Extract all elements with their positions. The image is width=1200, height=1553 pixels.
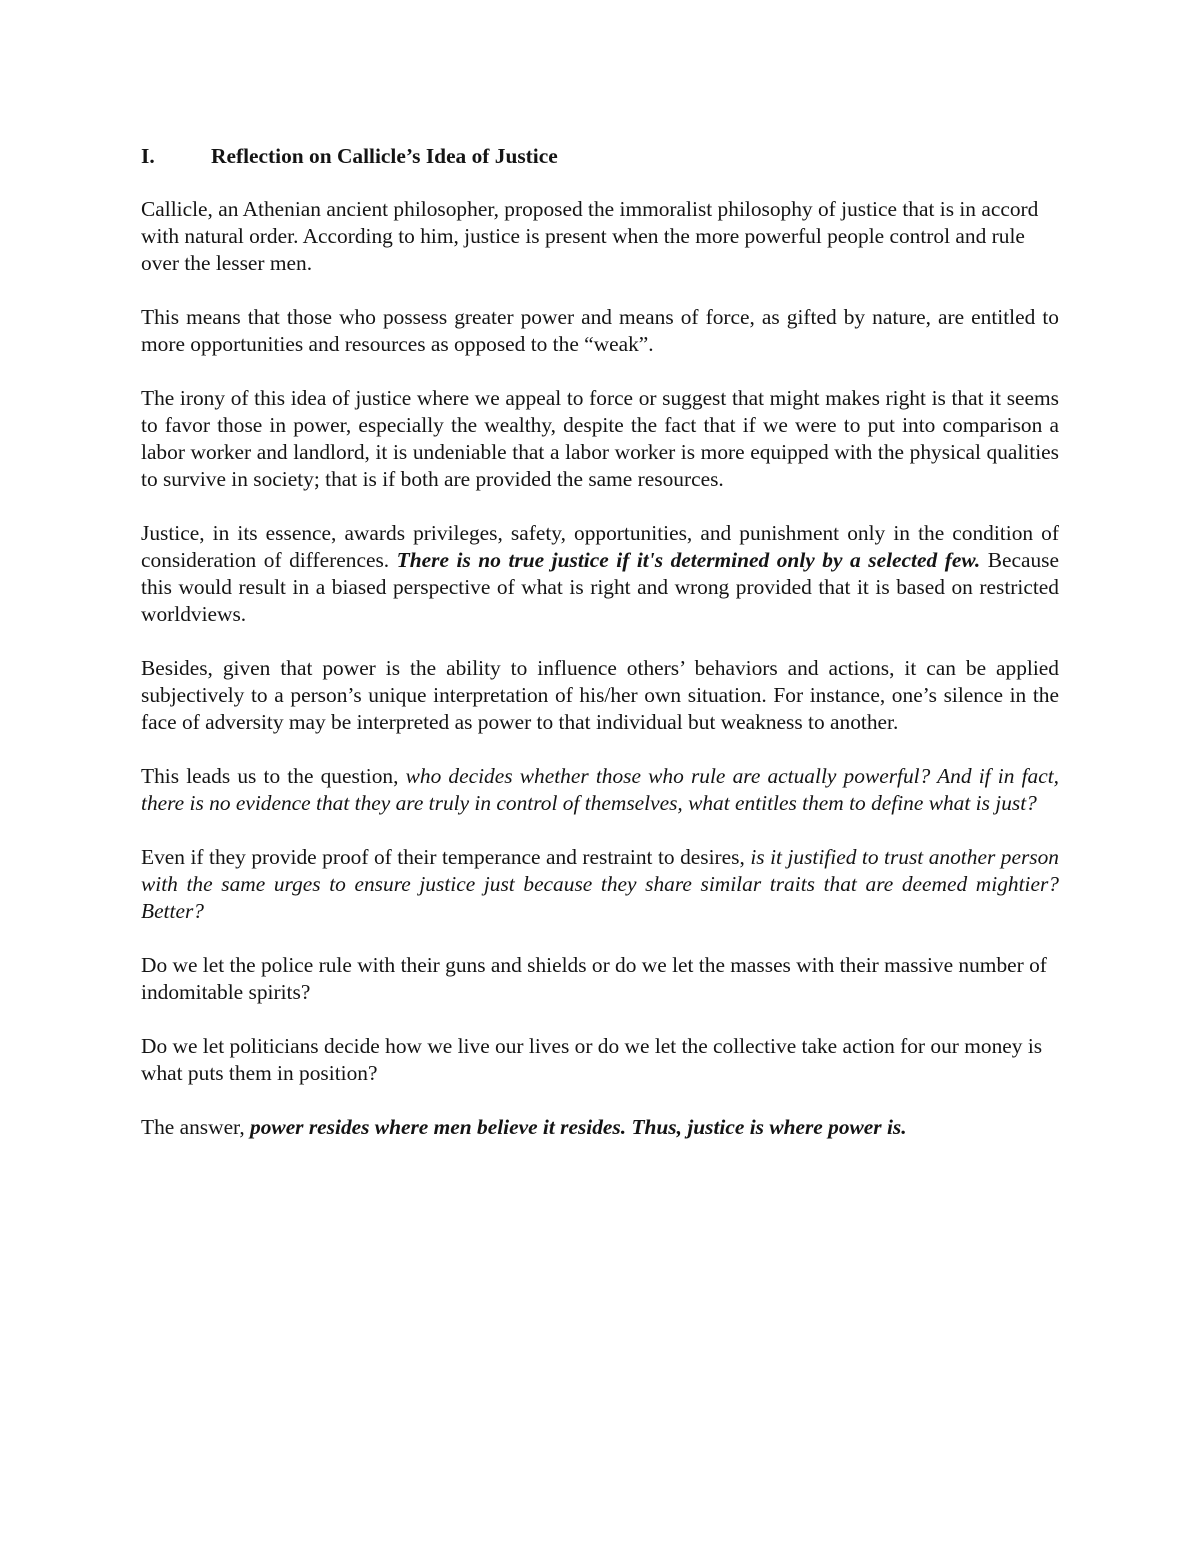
paragraph-7-question: is it justified to trust another person with the same urges to ensure justice just because they share similar traits that are deemed mightier? Better? <box>141 845 1059 923</box>
section-title: Reflection on Callicle’s Idea of Justice <box>211 144 558 168</box>
paragraph-7 <box>141 844 1059 925</box>
paragraph-6 <box>141 763 1059 817</box>
paragraph-10 <box>141 1114 1059 1141</box>
paragraph-5: Besides, given that power is the ability to influence others’ behaviors and actions, it can be applied subjectively to a person’s unique interpretation of his/her own situation. For instance, one’s silence in the face of adversity may be interpreted as power to that individual but weakness to another. <box>141 656 1059 734</box>
paragraph-9: Do we let politicians decide how we live our lives or do we let the collective take action for our money is what puts them in position? <box>141 1034 1043 1085</box>
paragraph-10-emphasis: power resides where men believe it resides. Thus, justice is where power is. <box>250 1115 907 1139</box>
paragraph-1: Callicle, an Athenian ancient philosopher, proposed the immoralist philosophy of justice that is in accord with natural order. According to him, justice is present when the more powerful people control and rule over the lesser men. <box>141 197 1039 275</box>
paragraph-8: Do we let the police rule with their guns and shields or do we let the masses with their massive number of indomitable spirits? <box>141 953 1047 1004</box>
paragraph-4-text-a: Justice, in its essence, awards privileges, safety, opportunities, and punishment only in the condition of consideration of differences. <box>141 521 1059 572</box>
paragraph-10-text: The answer, <box>141 1115 251 1139</box>
document-body <box>141 143 1059 1168</box>
paragraph-6-question: who decides whether those who rule are actually powerful? And if in fact, there is no evidence that they are truly in control of themselves, what entitles them to define what is just? <box>141 764 1059 815</box>
paragraph-6-text: This leads us to the question, <box>141 764 406 788</box>
paragraph-2: This means that those who possess greater power and means of force, as gifted by nature, are entitled to more opportunities and resources as opposed to the “weak”. <box>141 305 1059 356</box>
section-number: I. <box>141 144 155 168</box>
paragraph-4-text-b: Because this would result in a biased perspective of what is right and wrong provided that it is based on restricted worldviews. <box>141 548 1059 626</box>
paragraph-4-emphasis: There is no true justice if it's determined only by a selected few. <box>396 548 981 572</box>
section-heading <box>141 143 1059 170</box>
paragraph-3: The irony of this idea of justice where we appeal to force or suggest that might makes right is that it seems to favor those in power, especially the wealthy, despite the fact that if we were to put into comparison a labor worker and landlord, it is undeniable that a labor worker is more equipped with the physical qualities to survive in society; that is if both are provided the same resources. <box>141 386 1059 491</box>
paragraph-7-text: Even if they provide proof of their temperance and restraint to desires, <box>141 845 751 869</box>
paragraph-4 <box>141 520 1059 628</box>
